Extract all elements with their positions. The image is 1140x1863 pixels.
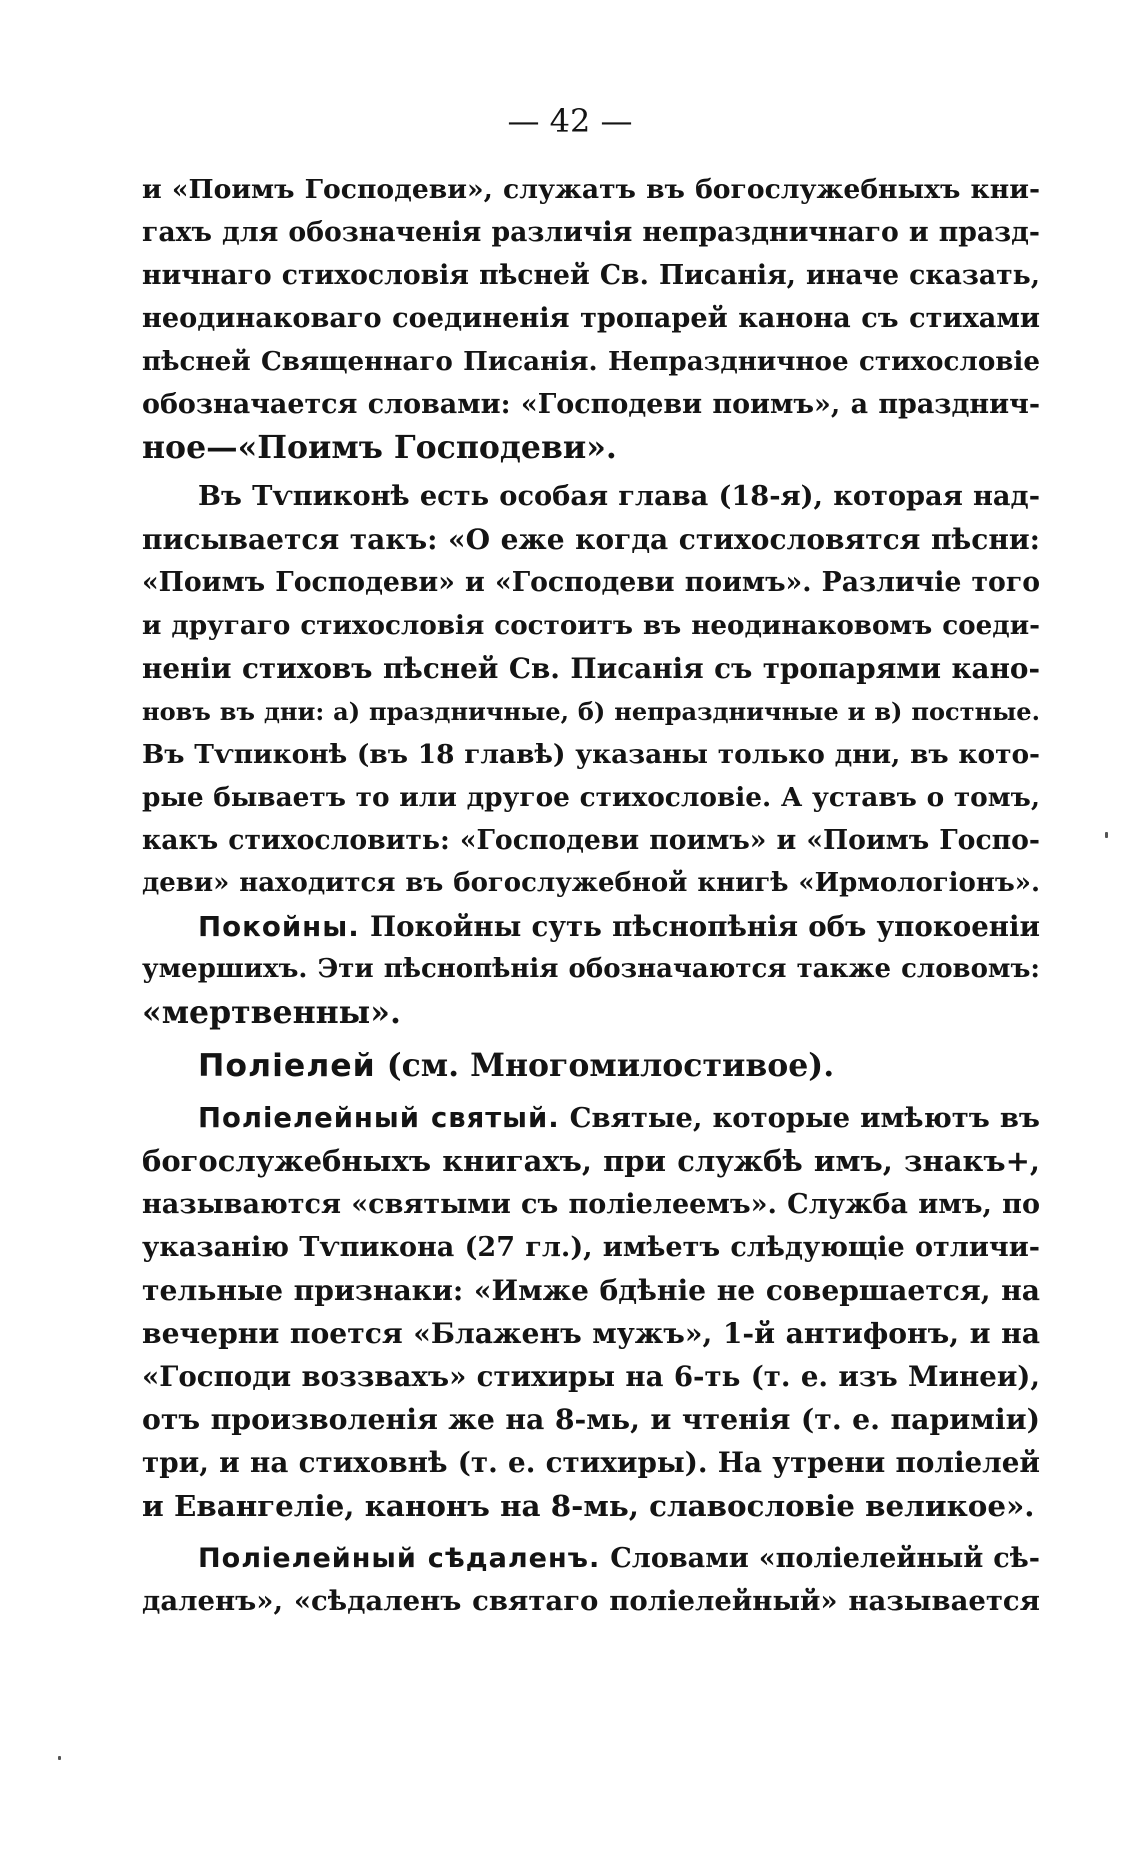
entry-text: (см. Многомилостивое). bbox=[386, 1047, 835, 1084]
text-line: богослужебныхъ книгахъ, при службѣ имъ, знакъ+, bbox=[142, 1144, 1040, 1178]
scan-speck bbox=[1105, 832, 1108, 838]
page-number: — 42 — bbox=[507, 102, 633, 140]
text-line: ное—«Поимъ Господеви». bbox=[142, 429, 617, 466]
entry-polieleyny-svyaty bbox=[142, 1097, 1040, 1140]
text-line: даленъ», «сѣдаленъ святаго полiелейный» называется bbox=[142, 1585, 1040, 1617]
text-line: Въ Тѵпиконѣ есть особая глава (18-я), которая над- bbox=[198, 480, 1040, 512]
text-line: какъ стихословить: «Господеви поимъ» и «Поимъ Госпо- bbox=[142, 825, 1040, 856]
scan-speck bbox=[58, 1756, 61, 1760]
text-line: отъ произволенія же на 8-мь, и чтенія (т. е. паримiи) bbox=[142, 1402, 1040, 1436]
text-line: новъ въ дни: а) праздничные, б) непраздничные и в) постные. bbox=[142, 697, 1040, 726]
text-line: пѣсней Священнаго Писанія. Непраздничное стихословіе bbox=[142, 346, 1040, 377]
entry-term: Полiелейный сѣдаленъ. bbox=[198, 1543, 601, 1574]
text-line: «мертвенны». bbox=[142, 994, 401, 1031]
text-line: «Господи воззвахъ» стихиры на 6-ть (т. е. изъ Минеи), bbox=[142, 1360, 1040, 1393]
text-line: рые бываетъ то или другое стихословіе. А уставъ о томъ, bbox=[142, 782, 1040, 813]
text-line: тельные признаки: «Имже бдѣніе не совершается, на bbox=[142, 1274, 1040, 1307]
text-line: неніи стиховъ пѣсней Св. Писанія съ тропарями кано- bbox=[142, 652, 1040, 685]
text-line: и другаго стихословія состоитъ въ неодинаковомъ соеди- bbox=[142, 610, 1040, 641]
text-line: «Поимъ Господеви» и «Господеви поимъ». Различіе того bbox=[142, 567, 1040, 598]
entry-text: Покойны суть пѣснопѣнія объ упокоеніи bbox=[369, 910, 1040, 943]
text-line: ничнаго стихословія пѣсней Св. Писанія, иначе сказать, bbox=[142, 260, 1040, 291]
entry-term: Покойны. bbox=[198, 910, 360, 943]
entry-text: Святые, которые имѣютъ въ bbox=[569, 1102, 1040, 1134]
text-line: писывается такъ: «О еже когда стихословятся пѣсни: bbox=[142, 523, 1040, 556]
entry-term: Полiелейный святый. bbox=[198, 1103, 560, 1134]
text-line: обозначается словами: «Господеви поимъ», а празднич- bbox=[142, 389, 1040, 420]
text-line: Въ Тѵпиконѣ (въ 18 главѣ) указаны только дни, въ кото- bbox=[142, 739, 1040, 770]
entry-polieley bbox=[142, 1044, 1040, 1087]
text-line: и Евангеліе, канонъ на 8-мь, славословіе великое». bbox=[142, 1488, 1035, 1523]
text-line: гахъ для обозначенія различія непраздничнаго и празд- bbox=[142, 217, 1040, 248]
text-line: три, и на стиховнѣ (т. е. стихиры). На утрени полiелей bbox=[142, 1446, 1040, 1479]
entry-pokoiny bbox=[142, 905, 1040, 948]
entry-term: Полiелей bbox=[198, 1048, 376, 1084]
text-line: вечерни поется «Блаженъ мужъ», 1-й антифонъ, и на bbox=[142, 1317, 1040, 1350]
entry-text: Словами «полiелейный сѣ- bbox=[610, 1543, 1040, 1574]
text-line: умершихъ. Эти пѣснопѣнія обозначаются также словомъ: bbox=[142, 954, 1040, 984]
text-line: неодинаковаго соединенія тропарей канона съ стихами bbox=[142, 303, 1040, 334]
text-line: деви» находится въ богослужебной книгѣ «Ирмологіонъ». bbox=[142, 868, 1040, 898]
text-line: называются «святыми съ поліелеемъ». Служба имъ, по bbox=[142, 1189, 1040, 1220]
entry-polieleyny-sedalen bbox=[142, 1537, 1040, 1580]
text-line: указанію Тѵпикона (27 гл.), имѣетъ слѣдующіе отличи- bbox=[142, 1232, 1040, 1263]
text-line: и «Поимъ Господеви», служатъ въ богослужебныхъ кни- bbox=[142, 174, 1040, 205]
body-text bbox=[142, 168, 1040, 1623]
